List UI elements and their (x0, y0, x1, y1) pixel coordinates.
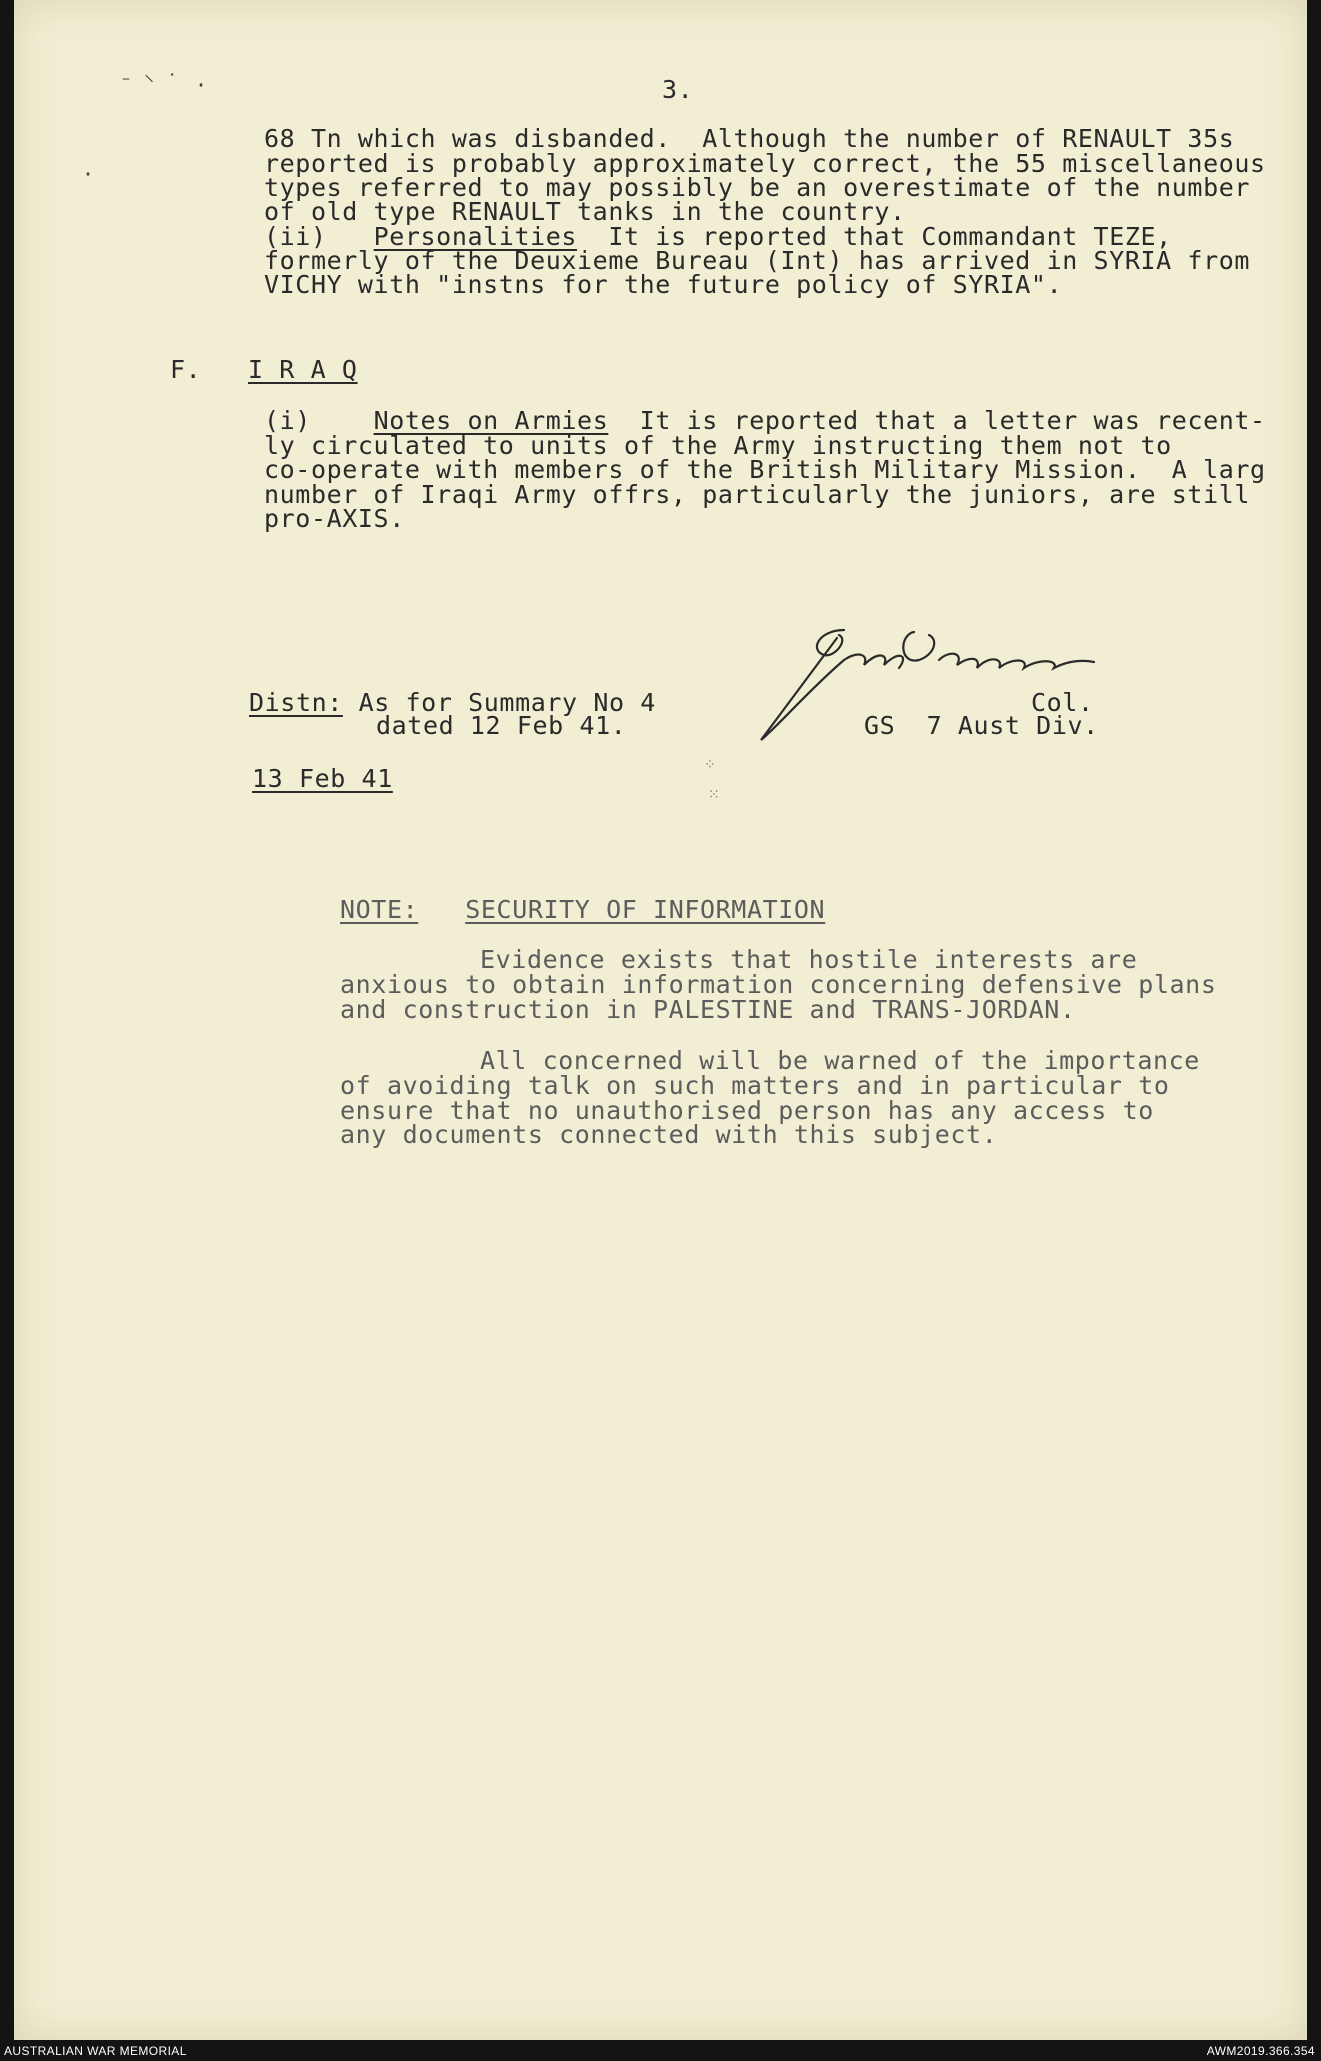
section-letter: F. (170, 355, 202, 384)
text-line: 68 Tn which was disbanded. Although the number of RENAULT 35s (264, 124, 1235, 153)
text-line: ly circulated to units of the Army instructing them not to (264, 431, 1172, 460)
text-line: number of Iraqi Army offrs, particularly the juniors, are still (264, 480, 1251, 509)
note-text-line: ensure that no unauthorised person has any access to (340, 1096, 1154, 1125)
margin-dot: · (195, 73, 208, 97)
signature-rank: Col. (1031, 688, 1094, 717)
text-line: types referred to may possibly be an overestimate of the number (264, 173, 1251, 202)
text-line: co-operate with members of the British Military Mission. A larg (264, 455, 1266, 484)
note-text-line: Evidence exists that hostile interests are (480, 945, 1138, 974)
text-line: VICHY with "instns for the future policy of SYRIA". (264, 270, 1063, 299)
item-number: (ii) (264, 222, 327, 251)
margin-dot: · (82, 162, 95, 186)
text-line: pro-AXIS. (264, 504, 405, 533)
note-text-line: anxious to obtain information concerning defensive plans (340, 970, 1217, 999)
distribution-label: Distn: (249, 688, 343, 717)
signature-appointment: GS 7 Aust Div. (864, 711, 1099, 740)
note-title: SECURITY OF INFORMATION (465, 895, 826, 924)
item-text: It is reported that Commandant TEZE, (577, 222, 1172, 251)
item-text: It is reported that a letter was recent- (608, 406, 1266, 435)
item-number: (i) (264, 406, 311, 435)
note-text-line: All concerned will be warned of the importance (480, 1046, 1200, 1075)
footer-reference: AWM2019.366.354 (1206, 2044, 1315, 2058)
distribution-line-2: dated 12 Feb 41. (376, 711, 627, 740)
document-date: 13 Feb 41 (252, 764, 393, 793)
page-number: 3. (662, 75, 694, 104)
text-line: of old type RENAULT tanks in the country. (264, 197, 906, 226)
note-text-line: of avoiding talk on such matters and in particular to (340, 1071, 1170, 1100)
document-page (14, 0, 1307, 2040)
item-heading: Personalities (373, 222, 578, 251)
margin-scribble: ⁻ ⸌ ˙ (120, 70, 179, 94)
item-heading: Notes on Armies (373, 406, 609, 435)
note-heading (340, 897, 825, 922)
note-text-line: and construction in PALESTINE and TRANS-JORDAN. (340, 995, 1076, 1024)
ink-smudge: ⁙ (708, 787, 720, 803)
note-text-line: any documents connected with this subject. (340, 1120, 998, 1149)
footer-institution: AUSTRALIAN WAR MEMORIAL (4, 2044, 187, 2058)
ink-smudge: ⁘ (704, 757, 716, 773)
section-title: I R A Q (248, 355, 358, 384)
text-line: formerly of the Deuxieme Bureau (Int) has arrived in SYRIA from (264, 246, 1251, 275)
text-line: reported is probably approximately correct, the 55 miscellaneous (264, 149, 1266, 178)
paragraph-line (264, 408, 1266, 433)
distribution-text: As for Summary No 4 (342, 688, 656, 717)
note-label: NOTE: (340, 895, 419, 924)
